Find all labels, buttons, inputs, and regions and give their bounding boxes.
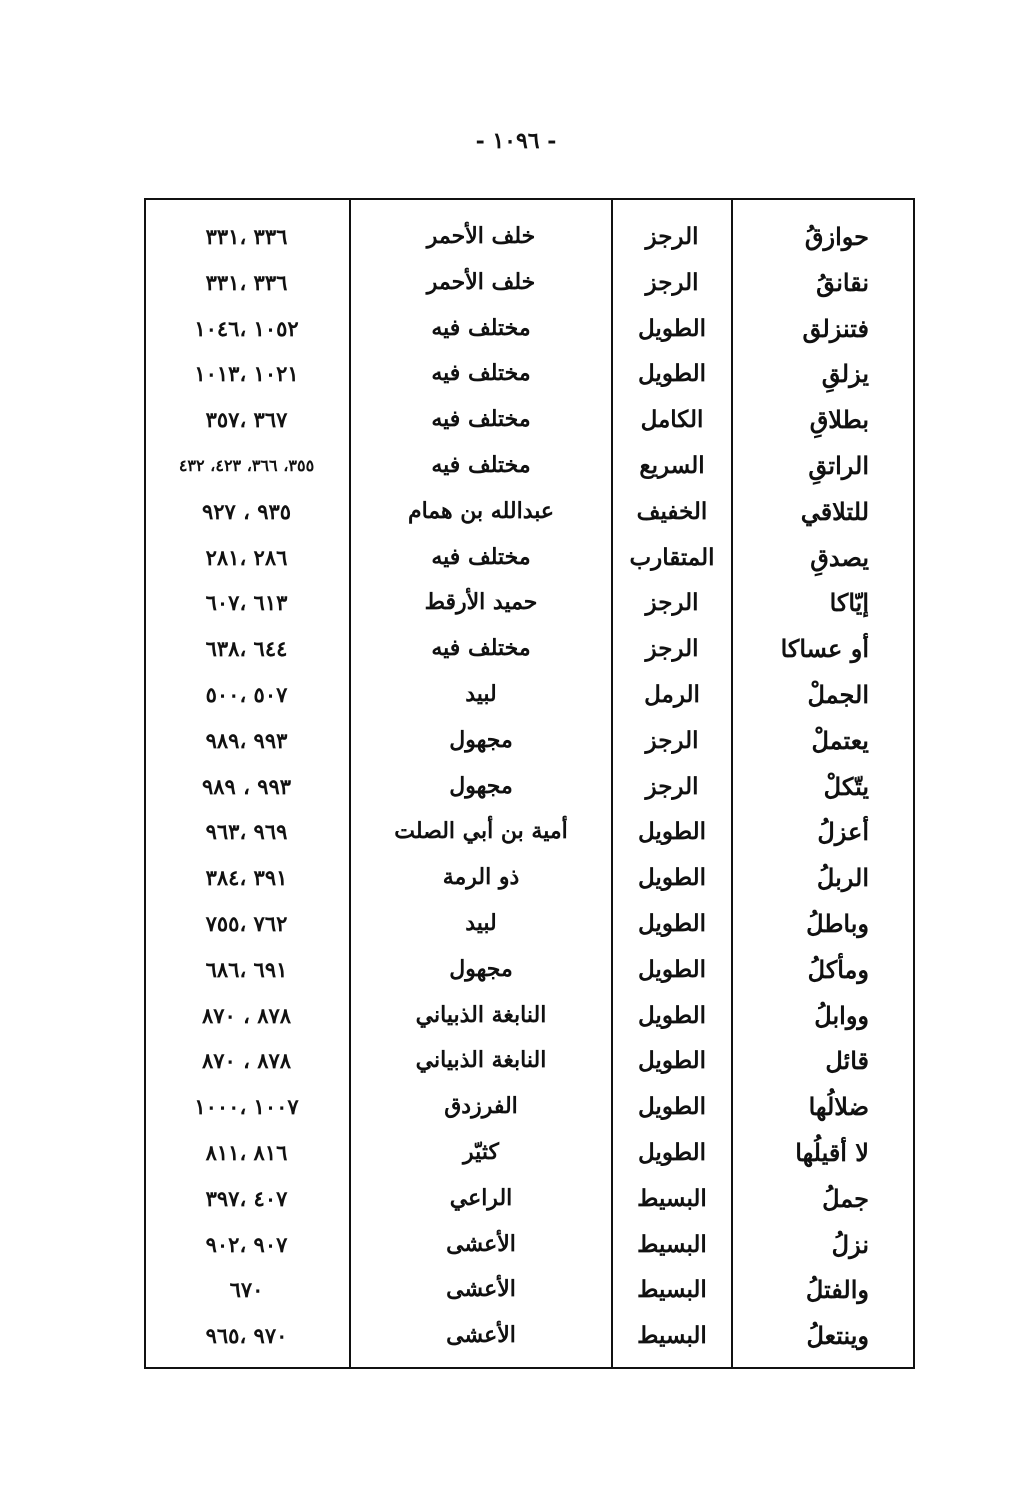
poet: الراعي xyxy=(449,1184,513,1211)
table-row xyxy=(146,626,913,672)
poet: لبيد xyxy=(465,680,497,707)
meter: السريع xyxy=(639,451,705,479)
rhyme-word: الربلُ xyxy=(816,863,869,893)
rhyme-word: قائل xyxy=(825,1046,869,1076)
poet: مختلف فيه xyxy=(431,635,531,662)
table-row xyxy=(146,214,913,260)
poet: الفرزدق xyxy=(444,1093,518,1120)
rhyme-word: ومأكلُ xyxy=(807,954,869,984)
page-references: ١٠٢١ ،١٠١٣ xyxy=(194,361,299,387)
page-references: ٩٠٧ ،٩٠٢ xyxy=(205,1231,288,1257)
page-references: ٨٧٨ ، ٨٧٠ xyxy=(201,1048,292,1074)
page-references: ٣٣٦ ،٣٣١ xyxy=(205,224,288,249)
poetry-index-table xyxy=(144,198,915,1369)
rhyme-word: يعتملْ xyxy=(811,725,869,755)
table-row xyxy=(146,764,913,810)
page-number: - ١٠٩٦ - xyxy=(475,128,557,154)
page-references: ٩٦٩ ،٩٦٣ xyxy=(205,819,288,845)
table-row xyxy=(146,443,913,489)
poet: أمية بن أبي الصلت xyxy=(394,818,568,845)
meter: الطويل xyxy=(638,1093,706,1121)
rhyme-word: إيّاكا xyxy=(829,588,869,618)
rhyme-word: للتلاقي xyxy=(800,496,869,526)
meter: الخفيف xyxy=(636,497,708,525)
meter: الطويل xyxy=(638,1047,706,1075)
page-references: ٣٩١ ،٣٨٤ xyxy=(205,865,288,891)
table-row xyxy=(146,351,913,397)
table-row xyxy=(146,397,913,443)
table-row xyxy=(146,1176,913,1222)
table-row xyxy=(146,672,913,718)
table-row xyxy=(146,855,913,901)
table-row xyxy=(146,489,913,535)
poet: عبدالله بن همام xyxy=(407,497,555,524)
page-references: ٤٠٧ ،٣٩٧ xyxy=(205,1185,288,1211)
page-references: ٩٧٠ ،٩٦٥ xyxy=(205,1323,288,1349)
meter: الرجز xyxy=(645,726,699,754)
meter: الرجز xyxy=(645,635,699,663)
rhyme-word: أو عساكا xyxy=(780,634,869,664)
poet: خلف الأحمر xyxy=(426,268,536,295)
meter: الطويل xyxy=(638,955,706,983)
meter: الطويل xyxy=(638,818,706,846)
rhyme-word: نزلُ xyxy=(831,1229,869,1259)
page-references: ٣٥٥، ٣٦٦، ٤٢٣، ٤٣٢ xyxy=(178,455,315,475)
rhyme-word: فتنزلق xyxy=(802,313,869,343)
meter: المتقارب xyxy=(629,543,715,571)
poet: مختلف فيه xyxy=(431,314,531,341)
rhyme-word: الراتقِ xyxy=(808,450,869,480)
page-references: ٥٠٧ ،٥٠٠ xyxy=(205,681,288,707)
table-row xyxy=(146,1038,913,1084)
poet: لبيد xyxy=(465,909,497,936)
meter: البسيط xyxy=(637,1184,707,1212)
poet: النابغة الذبياني xyxy=(415,1047,547,1074)
rhyme-word: يتّكلْ xyxy=(823,771,869,801)
table-row xyxy=(146,535,913,581)
table-body xyxy=(146,214,913,1359)
meter: البسيط xyxy=(637,1230,707,1258)
poet: مختلف فيه xyxy=(431,451,531,478)
rhyme-word: ضلالُها xyxy=(808,1092,869,1122)
page-references: ٩٣٥ ، ٩٢٧ xyxy=(201,498,292,524)
page-references: ٨٧٨ ، ٨٧٠ xyxy=(201,1002,292,1028)
poet: مختلف فيه xyxy=(431,406,531,433)
table-row xyxy=(146,718,913,764)
page-references: ٣٣٦ ،٣٣١ xyxy=(205,269,288,295)
table-row xyxy=(146,260,913,306)
poet: مختلف فيه xyxy=(431,360,531,387)
meter: الطويل xyxy=(638,360,706,388)
table-row xyxy=(146,580,913,626)
table-row xyxy=(146,306,913,352)
page-references: ٦٩١ ،٦٨٦ xyxy=(205,956,288,982)
page-references: ٦١٣ ،٦٠٧ xyxy=(205,590,288,616)
table-row xyxy=(146,947,913,993)
meter: الرجز xyxy=(645,268,699,296)
poet: الأعشى xyxy=(446,1230,516,1257)
table-row xyxy=(146,993,913,1039)
meter: الطويل xyxy=(638,864,706,892)
rhyme-word: الجملْ xyxy=(807,679,869,709)
meter: الرجز xyxy=(645,772,699,800)
page-references: ١٠٥٢ ،١٠٤٦ xyxy=(194,315,299,341)
meter: الرجز xyxy=(645,589,699,617)
table-row xyxy=(146,1130,913,1176)
meter: البسيط xyxy=(637,1276,707,1304)
table-row xyxy=(146,1313,913,1359)
poet: الأعشى xyxy=(446,1276,516,1303)
rhyme-word: نقانقُ xyxy=(816,267,869,297)
table-row xyxy=(146,1267,913,1313)
poet: مجهول xyxy=(449,726,513,753)
rhyme-word: وينتعلُ xyxy=(806,1321,869,1351)
rhyme-word: جملُ xyxy=(822,1183,869,1213)
page-references: ٣٦٧ ،٣٥٧ xyxy=(205,407,288,433)
page-references: ٩٩٣ ، ٩٨٩ xyxy=(201,773,292,799)
page-references: ٧٦٢ ،٧٥٥ xyxy=(205,910,288,936)
meter: البسيط xyxy=(637,1322,707,1350)
meter: الطويل xyxy=(638,1001,706,1029)
poet: مجهول xyxy=(449,955,513,982)
table-row xyxy=(146,1084,913,1130)
rhyme-word: حوازقُ xyxy=(804,222,869,251)
rhyme-word: وباطلُ xyxy=(806,908,869,938)
meter: الطويل xyxy=(638,909,706,937)
rhyme-word: والفتلُ xyxy=(805,1275,869,1305)
poet: خلف الأحمر xyxy=(426,223,536,249)
poet: ذو الرمة xyxy=(442,864,520,891)
rhyme-word: يصدقِ xyxy=(810,542,869,572)
page-references: ٢٨٦ ،٢٨١ xyxy=(205,544,288,570)
rhyme-word: أعزلُ xyxy=(817,817,869,847)
meter: الرمل xyxy=(644,680,700,708)
poet: كثيّر xyxy=(463,1138,499,1165)
meter: الكامل xyxy=(640,406,704,434)
table-row xyxy=(146,1222,913,1268)
page-references: ١٠٠٧ ،١٠٠٠ xyxy=(194,1094,299,1120)
page-references: ٦٤٤ ،٦٣٨ xyxy=(205,636,288,662)
meter: الرجز xyxy=(645,223,699,250)
page-references: ٩٩٣ ،٩٨٩ xyxy=(205,727,288,753)
page-references: ٨١٦ ،٨١١ xyxy=(205,1139,288,1165)
poet: الأعشى xyxy=(446,1322,516,1349)
poet: مجهول xyxy=(449,772,513,799)
rhyme-word: بطلاقِ xyxy=(809,405,869,435)
rhyme-word: ووابلُ xyxy=(814,1000,869,1030)
poet: مختلف فيه xyxy=(431,543,531,570)
meter: الطويل xyxy=(638,314,706,342)
poet: النابغة الذبياني xyxy=(415,1001,547,1028)
rhyme-word: لا أقيلُها xyxy=(795,1137,869,1167)
table-row xyxy=(146,809,913,855)
rhyme-word: يزلقِ xyxy=(821,359,869,389)
page-references: ٦٧٠ xyxy=(229,1277,264,1303)
meter: الطويل xyxy=(638,1138,706,1166)
table-row xyxy=(146,901,913,947)
poet: حميد الأرقط xyxy=(424,589,538,616)
